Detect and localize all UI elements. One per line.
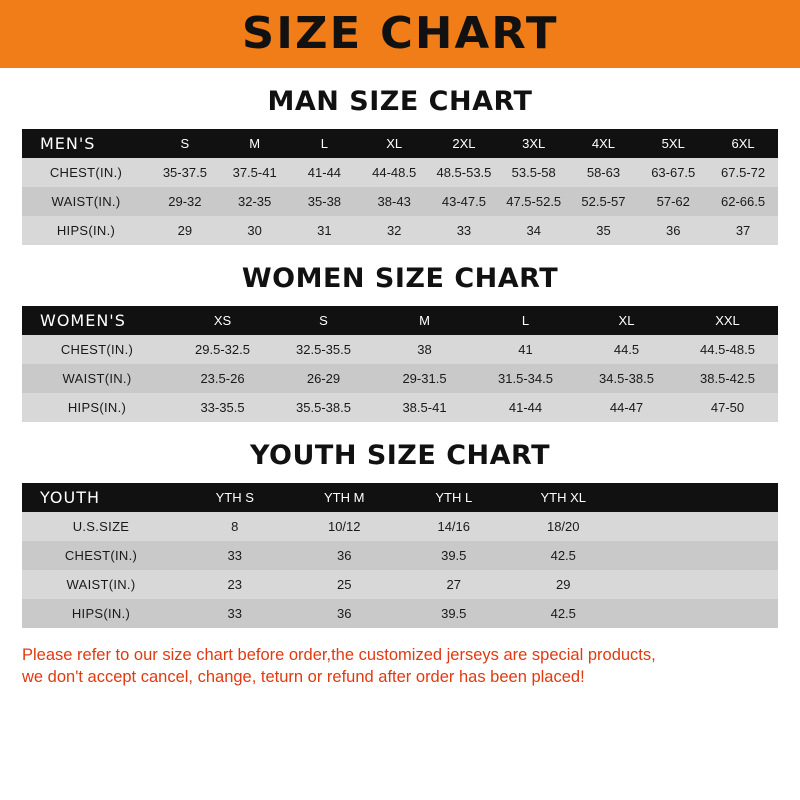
header-cell: XXL xyxy=(715,313,740,328)
header-cell: XL xyxy=(618,313,635,328)
table-cell: 38-43 xyxy=(377,194,411,209)
table-cell: 29.5-32.5 xyxy=(195,342,250,357)
table-row xyxy=(22,187,778,216)
table-cell: 36 xyxy=(666,223,681,238)
row-label: WAIST(IN.) xyxy=(66,577,136,592)
content xyxy=(0,86,800,628)
header-cell: 3XL xyxy=(522,136,546,151)
table-cell: 38.5-42.5 xyxy=(700,371,755,386)
row-label: CHEST(IN.) xyxy=(49,165,123,180)
header-cell: 4XL xyxy=(591,136,616,151)
table-row xyxy=(22,512,778,541)
table-cell: 32.5-35.5 xyxy=(296,342,351,357)
table-cell: 35 xyxy=(596,223,611,238)
table-cell: 8 xyxy=(231,519,239,534)
table-cell: 44.5 xyxy=(613,342,640,357)
table-cell: 39.5 xyxy=(441,606,467,621)
table-cell: 41-44 xyxy=(508,400,543,415)
table-cell: 23.5-26 xyxy=(200,371,245,386)
table-cell: 57-62 xyxy=(656,194,690,209)
table-cell: 63-67.5 xyxy=(651,165,696,180)
table-cell-spacer xyxy=(618,570,778,599)
table-cell: 44-48.5 xyxy=(372,165,417,180)
header-cell: 6XL xyxy=(731,136,755,151)
table-cell: 35-38 xyxy=(307,194,342,209)
section-title-women: WOMEN SIZE CHART xyxy=(241,263,559,294)
man-table-header xyxy=(22,129,778,158)
header-cell-label: MEN'S xyxy=(40,134,96,153)
header-cell: S xyxy=(319,313,328,328)
table-cell: 38.5-41 xyxy=(402,400,447,415)
table-row xyxy=(22,541,778,570)
table-cell: 44.5-48.5 xyxy=(700,342,755,357)
women-size-table xyxy=(22,306,778,422)
table-cell: 26-29 xyxy=(306,371,341,386)
table-cell: 30 xyxy=(247,223,262,238)
table-cell: 33-35.5 xyxy=(200,400,245,415)
header-cell: M xyxy=(419,313,430,328)
table-cell: 58-63 xyxy=(586,165,621,180)
table-row xyxy=(22,216,778,245)
row-label: HIPS(IN.) xyxy=(67,400,127,415)
table-row xyxy=(22,335,778,364)
table-cell: 48.5-53.5 xyxy=(436,165,492,180)
table-cell: 52.5-57 xyxy=(581,194,626,209)
header-cell: XS xyxy=(213,313,232,328)
table-cell-spacer xyxy=(618,512,778,541)
table-cell: 42.5 xyxy=(550,606,576,621)
table-cell: 32-35 xyxy=(238,194,272,209)
table-cell: 36 xyxy=(337,606,352,621)
header-cell: 5XL xyxy=(661,136,685,151)
table-cell: 33 xyxy=(227,548,242,563)
table-cell: 29 xyxy=(556,577,571,592)
table-cell: 43-47.5 xyxy=(441,194,486,209)
table-row xyxy=(22,599,778,628)
footnote-line-1: Please refer to our size chart before order,the customized jerseys are special products, xyxy=(22,646,656,664)
table-cell: 10/12 xyxy=(327,519,361,534)
table-cell: 34 xyxy=(526,223,541,238)
row-label: WAIST(IN.) xyxy=(62,371,132,386)
youth-table-header xyxy=(22,483,778,512)
table-cell: 41 xyxy=(518,342,533,357)
table-cell: 35-37.5 xyxy=(162,165,207,180)
header-cell: L xyxy=(320,136,329,151)
table-cell: 35.5-38.5 xyxy=(296,400,351,415)
banner xyxy=(0,0,800,68)
header-cell-label: YOUTH xyxy=(40,488,101,507)
table-cell: 41-44 xyxy=(307,165,342,180)
table-cell: 25 xyxy=(337,577,352,592)
header-cell: XL xyxy=(386,136,403,151)
header-cell: M xyxy=(249,136,261,151)
table-row xyxy=(22,570,778,599)
table-cell: 47-50 xyxy=(710,400,745,415)
man-table-body xyxy=(22,158,778,245)
youth-size-table xyxy=(22,483,778,628)
header-cell: S xyxy=(180,136,190,151)
table-cell: 47.5-52.5 xyxy=(506,194,562,209)
header-cell: 2XL xyxy=(452,136,476,151)
women-table-body xyxy=(22,335,778,422)
row-label: WAIST(IN.) xyxy=(51,194,121,209)
table-cell: 18/20 xyxy=(546,519,580,534)
section-title-man: MAN SIZE CHART xyxy=(267,86,533,117)
table-header-row xyxy=(22,306,778,335)
header-cell-label: WOMEN'S xyxy=(40,311,126,330)
table-cell: 23 xyxy=(227,577,242,592)
table-cell: 33 xyxy=(227,606,242,621)
section-title-youth: YOUTH SIZE CHART xyxy=(249,440,551,471)
table-cell: 62-66.5 xyxy=(721,194,766,209)
header-cell-spacer xyxy=(618,483,778,512)
page-title: SIZE CHART xyxy=(241,8,559,59)
table-row xyxy=(22,158,778,187)
table-cell-spacer xyxy=(618,599,778,628)
header-cell: YTH S xyxy=(215,490,254,505)
table-cell: 29-31.5 xyxy=(402,371,447,386)
table-cell: 14/16 xyxy=(437,519,471,534)
table-row xyxy=(22,364,778,393)
table-cell: 44-47 xyxy=(609,400,644,415)
table-cell: 33 xyxy=(456,223,472,238)
table-cell: 37 xyxy=(735,223,751,238)
table-cell: 39.5 xyxy=(441,548,467,563)
table-header-row xyxy=(22,129,778,158)
table-cell: 29-32 xyxy=(168,194,202,209)
header-cell: YTH L xyxy=(435,490,473,505)
row-label: CHEST(IN.) xyxy=(60,342,134,357)
table-cell: 53.5-58 xyxy=(511,165,556,180)
table-cell: 37.5-41 xyxy=(232,165,277,180)
header-cell: YTH M xyxy=(324,490,365,505)
table-cell: 34.5-38.5 xyxy=(599,371,654,386)
table-cell: 32 xyxy=(386,223,402,238)
row-label: HIPS(IN.) xyxy=(56,223,116,238)
table-cell: 42.5 xyxy=(550,548,576,563)
women-table-header xyxy=(22,306,778,335)
row-label: U.S.SIZE xyxy=(72,519,130,534)
row-label: HIPS(IN.) xyxy=(71,606,131,621)
table-header-row xyxy=(22,483,778,512)
header-cell: L xyxy=(521,313,530,328)
table-cell: 29 xyxy=(177,223,193,238)
footnote xyxy=(22,644,778,689)
table-cell: 36 xyxy=(337,548,352,563)
table-cell: 27 xyxy=(446,577,461,592)
row-label: CHEST(IN.) xyxy=(64,548,138,563)
footnote-line-2: we don't accept cancel, change, teturn or refund after order has been placed! xyxy=(22,668,585,687)
table-cell: 31.5-34.5 xyxy=(498,371,553,386)
man-size-table xyxy=(22,129,778,245)
table-cell: 38 xyxy=(417,342,432,357)
table-cell: 31 xyxy=(317,223,332,238)
header-cell: YTH XL xyxy=(540,490,586,505)
table-cell-spacer xyxy=(618,541,778,570)
table-cell: 67.5-72 xyxy=(721,165,766,180)
youth-table-body xyxy=(22,512,778,628)
table-row xyxy=(22,393,778,422)
